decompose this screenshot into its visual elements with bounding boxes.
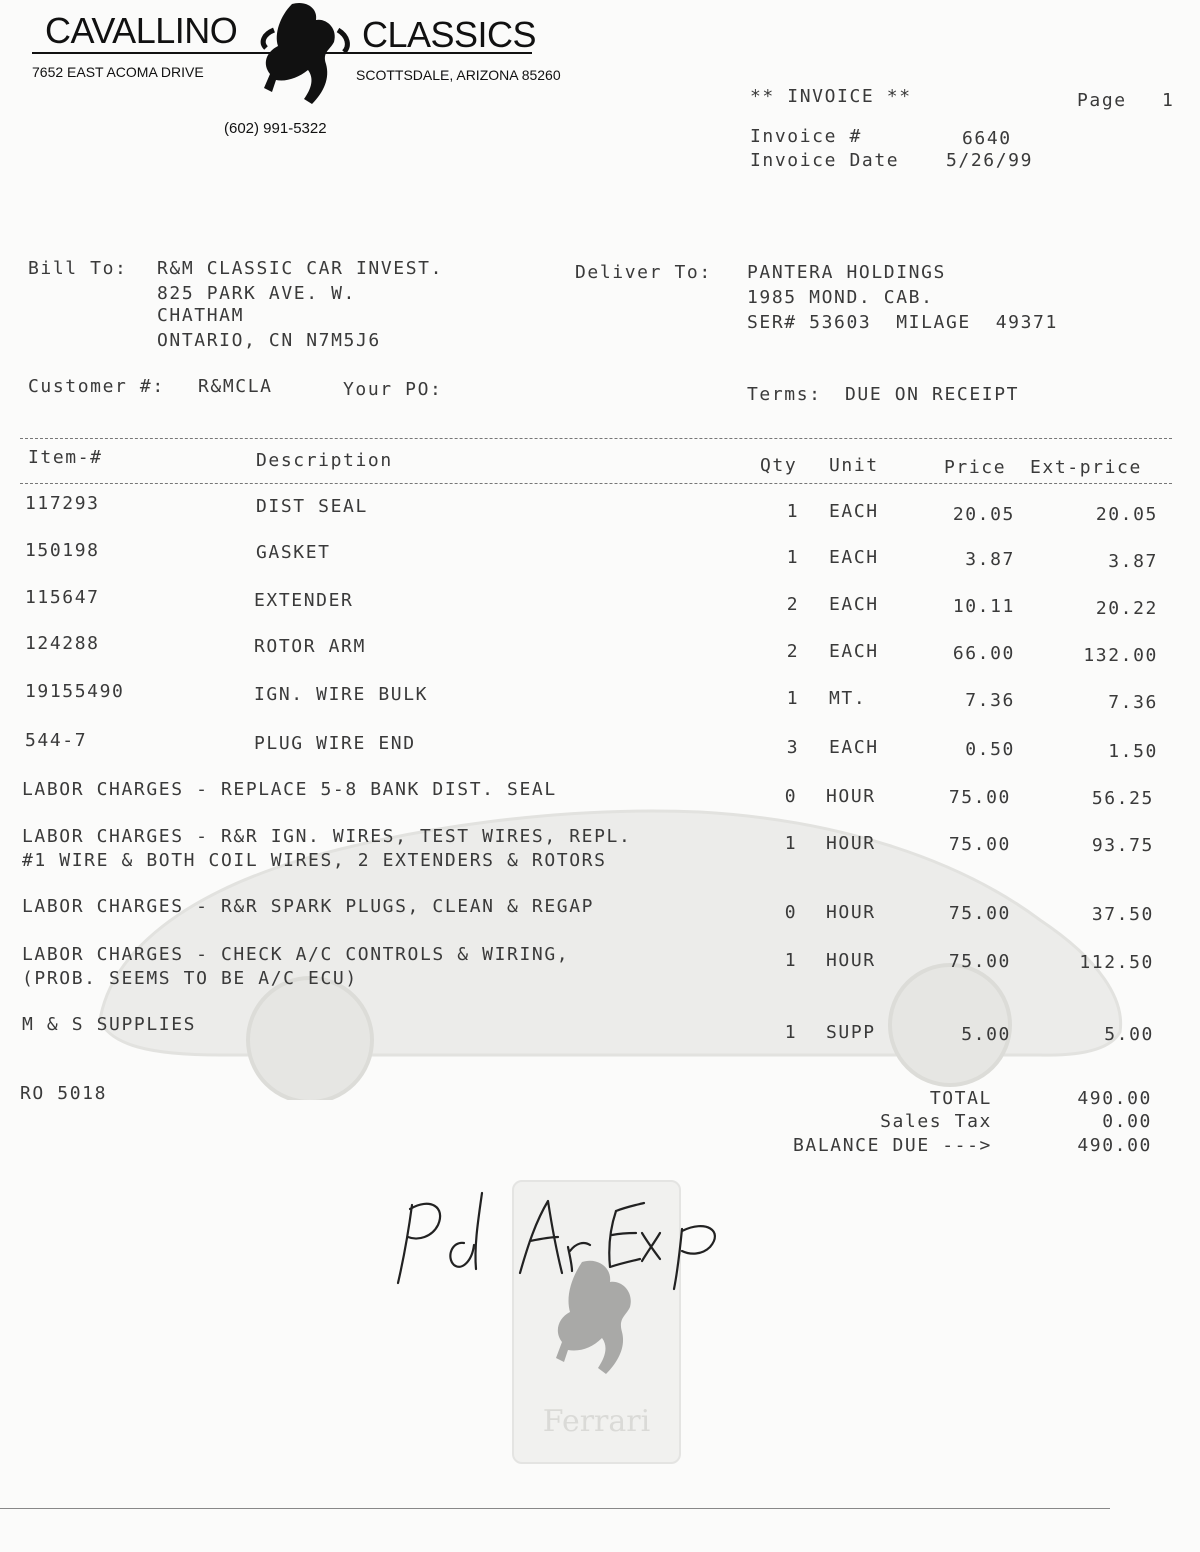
col-price: Price (944, 457, 1007, 478)
balance-due-label: BALANCE DUE ---> (793, 1135, 992, 1156)
row-qty: 2 (786, 594, 800, 615)
labor-price: 75.00 (948, 787, 1011, 808)
row-qty: 2 (786, 641, 800, 662)
row-price: 20.05 (952, 504, 1015, 525)
sales-tax-label: Sales Tax (880, 1111, 992, 1132)
labor-description-cont: #1 WIRE & BOTH COIL WIRES, 2 EXTENDERS & ROTORS (22, 850, 607, 871)
terms-label: Terms: (747, 384, 822, 405)
invoice-date-label: Invoice Date (750, 150, 900, 171)
labor-price: 75.00 (948, 951, 1011, 972)
row-ext-price: 132.00 (1083, 645, 1158, 666)
col-ext-price: Ext-price (1030, 457, 1142, 478)
row-price: 3.87 (965, 549, 1015, 570)
row-unit: EACH (829, 547, 879, 568)
bottom-fold-line (0, 1508, 1110, 1509)
row-ext-price: 3.87 (1108, 551, 1158, 572)
invoice-number: 6640 (962, 128, 1012, 149)
row-unit: EACH (829, 641, 879, 662)
car-watermark (80, 770, 1140, 1100)
labor-qty: 1 (784, 833, 798, 854)
row-description: EXTENDER (254, 590, 354, 611)
labor-unit: HOUR (826, 833, 876, 854)
labor-unit: HOUR (826, 902, 876, 923)
bill-to-label: Bill To: (28, 258, 128, 279)
company-city: SCOTTSDALE, ARIZONA 85260 (356, 67, 561, 83)
labor-price: 75.00 (948, 903, 1011, 924)
company-name-right: CLASSICS (362, 14, 537, 55)
total-label: TOTAL (929, 1088, 992, 1109)
prancing-horse-logo-icon (254, 0, 359, 108)
row-ext-price: 1.50 (1108, 741, 1158, 762)
labor-unit: HOUR (826, 786, 876, 807)
col-qty: Qty (760, 455, 798, 476)
deliver-to-line-2: 1985 MOND. CAB. (747, 287, 934, 308)
terms-value: DUE ON RECEIPT (845, 384, 1020, 405)
labor-qty: 1 (784, 1022, 798, 1043)
handwritten-paid-note (390, 1185, 750, 1295)
ferrari-brand-text: Ferrari (542, 1404, 651, 1439)
row-description: GASKET (256, 542, 331, 563)
row-item: 115647 (25, 587, 100, 608)
row-item: 19155490 (25, 681, 125, 702)
labor-unit: SUPP (826, 1022, 876, 1043)
invoice-number-label: Invoice # (750, 126, 862, 147)
labor-qty: 0 (784, 786, 798, 807)
labor-ext-price: 5.00 (1104, 1024, 1154, 1045)
row-item: 544-7 (25, 730, 88, 751)
row-qty: 1 (786, 547, 800, 568)
page-number: 1 (1162, 90, 1175, 111)
labor-ext-price: 93.75 (1091, 835, 1154, 856)
bill-to-line-1: R&M CLASSIC CAR INVEST. (157, 258, 444, 279)
sales-tax-value: 0.00 (1102, 1111, 1152, 1132)
row-price: 10.11 (952, 596, 1015, 617)
row-price: 0.50 (965, 739, 1015, 760)
col-unit: Unit (829, 455, 879, 476)
labor-description: M & S SUPPLIES (22, 1014, 197, 1035)
labor-description-cont: (PROB. SEEMS TO BE A/C ECU) (22, 968, 358, 989)
invoice-title: ** INVOICE ** (750, 86, 912, 107)
labor-qty: 1 (784, 950, 798, 971)
row-description: ROTOR ARM (254, 636, 366, 657)
company-phone: (602) 991-5322 (224, 120, 327, 137)
row-unit: EACH (829, 501, 879, 522)
page-label: Page (1077, 90, 1127, 111)
invoice-date: 5/26/99 (946, 150, 1034, 171)
labor-unit: HOUR (826, 950, 876, 971)
total-value: 490.00 (1077, 1088, 1152, 1109)
row-unit: EACH (829, 594, 879, 615)
row-price: 7.36 (965, 690, 1015, 711)
company-name-left: CAVALLINO (45, 10, 238, 51)
balance-due-value: 490.00 (1077, 1135, 1152, 1156)
row-description: PLUG WIRE END (254, 733, 416, 754)
deliver-to-label: Deliver To: (575, 262, 712, 283)
customer-label: Customer #: (28, 376, 165, 397)
row-unit: MT. (829, 688, 867, 709)
bill-to-line-2: 825 PARK AVE. W. (157, 283, 356, 304)
row-ext-price: 20.22 (1095, 598, 1158, 619)
row-price: 66.00 (952, 643, 1015, 664)
labor-ext-price: 56.25 (1091, 788, 1154, 809)
row-qty: 1 (786, 688, 800, 709)
row-description: DIST SEAL (256, 496, 368, 517)
deliver-to-line-1: PANTERA HOLDINGS (747, 262, 946, 283)
labor-description: LABOR CHARGES - REPLACE 5-8 BANK DIST. SEAL (22, 779, 557, 800)
ro-number: RO 5018 (20, 1083, 108, 1104)
company-street: 7652 EAST ACOMA DRIVE (32, 64, 204, 80)
labor-price: 5.00 (961, 1024, 1011, 1045)
labor-ext-price: 112.50 (1079, 952, 1154, 973)
header-rule-top (20, 438, 1172, 439)
labor-description: LABOR CHARGES - CHECK A/C CONTROLS & WIRING, (22, 944, 570, 965)
deliver-to-line-3: SER# 53603 MILAGE 49371 (747, 312, 1058, 333)
row-ext-price: 20.05 (1095, 504, 1158, 525)
row-description: IGN. WIRE BULK (254, 684, 429, 705)
row-item: 117293 (25, 493, 100, 514)
labor-ext-price: 37.50 (1091, 904, 1154, 925)
labor-price: 75.00 (948, 834, 1011, 855)
row-item: 124288 (25, 633, 100, 654)
po-label: Your PO: (343, 379, 443, 400)
labor-description: LABOR CHARGES - R&R IGN. WIRES, TEST WIRES, REPL. (22, 826, 632, 847)
row-item: 150198 (25, 540, 100, 561)
row-qty: 3 (786, 737, 800, 758)
header-rule-bottom (20, 483, 1172, 484)
row-unit: EACH (829, 737, 879, 758)
customer-number: R&MCLA (198, 376, 273, 397)
row-ext-price: 7.36 (1108, 692, 1158, 713)
bill-to-line-4: ONTARIO, CN N7M5J6 (157, 330, 381, 351)
bill-to-line-3: CHATHAM (157, 305, 245, 326)
labor-qty: 0 (784, 902, 798, 923)
col-description: Description (256, 450, 393, 471)
row-qty: 1 (786, 501, 800, 522)
col-item: Item-# (28, 447, 103, 468)
labor-description: LABOR CHARGES - R&R SPARK PLUGS, CLEAN & REGAP (22, 896, 595, 917)
